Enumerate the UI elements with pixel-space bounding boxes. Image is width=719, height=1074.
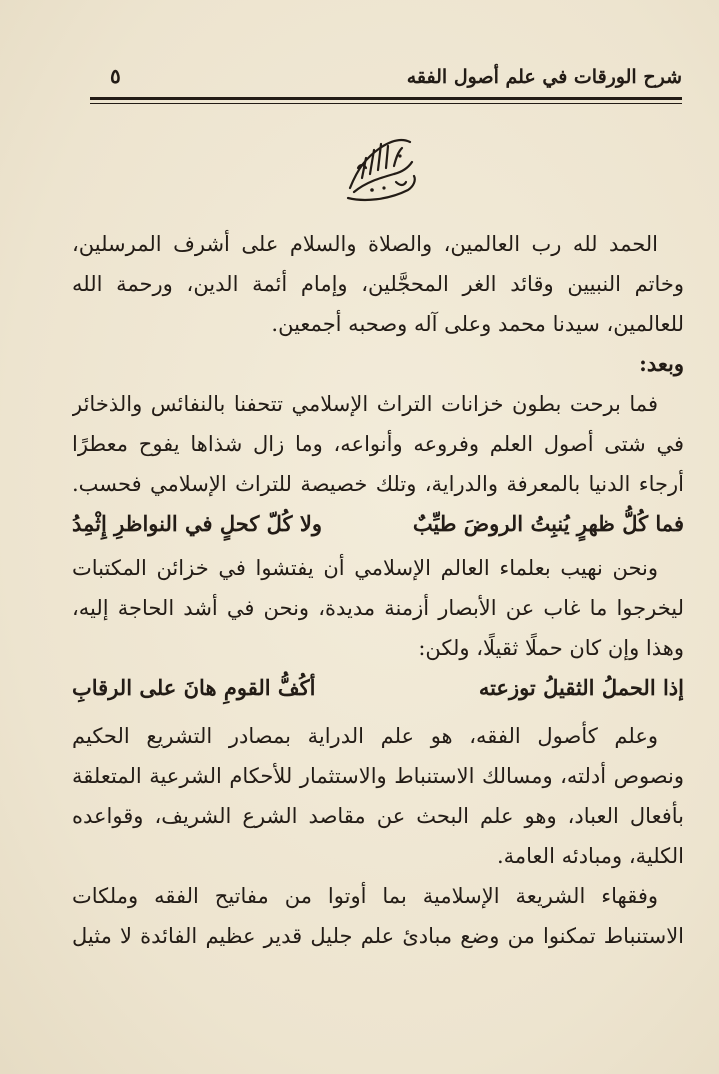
text-line: الحمد لله رب العالمين، والصلاة والسلام على أشرف المرسلين، <box>72 232 658 256</box>
text-line: وهذا وإن كان حملًا ثقيلًا، ولكن: <box>418 636 684 660</box>
text-line: وفقهاء الشريعة الإسلامية بما أوتوا من مفاتيح الفقه وملكات <box>72 884 658 908</box>
verse-line <box>72 504 684 544</box>
text-line: بأفعال العباد، وهو علم البحث عن مقاصد الشرع الشريف، وقواعده <box>72 804 684 828</box>
verse-hemistich-second: أكُفُّ القومِ هانَ على الرقابِ <box>72 675 316 700</box>
text-line: ونحن نهيب بعلماء العالم الإسلامي أن يفتشوا في خزائن المكتبات <box>72 556 658 580</box>
header-rule-thick <box>90 97 682 100</box>
running-title: شرح الورقات في علم أصول الفقه <box>406 66 682 88</box>
text-line: للعالمين، سيدنا محمد وعلى آله وصحبه أجمعين. <box>271 312 684 336</box>
verse-line <box>72 668 684 708</box>
section-heading: وبعد: <box>639 351 684 376</box>
text-line: ليخرجوا ما غاب عن الأبصار أزمنة مديدة، ونحن في أشد الحاجة إليه، <box>72 596 684 620</box>
header-rule-thin <box>90 103 682 104</box>
text-line: ونصوص أدلته، ومسالك الاستنباط والاستثمار للأحكام الشرعية المتعلقة <box>72 764 684 788</box>
text-line: الكلية، ومبادئه العامة. <box>496 844 684 868</box>
text-line: فما برحت بطون خزانات التراث الإسلامي تتحفنا بالنفائس والذخائر <box>72 392 658 416</box>
page-number: ٥ <box>110 64 121 88</box>
page-header <box>90 62 682 96</box>
text-line: أرجاء الدنيا بالمعرفة والدراية، وتلك خصيصة للتراث الإسلامي فحسب. <box>72 472 684 496</box>
text-line: الاستنباط تمكنوا من وضع مبادئ علم جليل قدير عظيم الفائدة لا مثيل <box>72 924 684 948</box>
text-line: وعلم كأصول الفقه، هو علم الدراية بمصادر التشريع الحكيم <box>72 724 658 748</box>
basmala-calligraphy-icon <box>336 128 424 206</box>
verse-hemistich-first: فما كُلُّ ظهرٍ يُنبِتُ الروضَ طيِّبٌ <box>412 511 684 536</box>
verse-hemistich-second: ولا كُلّ كحلٍ في النواظرِ إِثْمِدُ <box>72 511 322 536</box>
text-line: وخاتم النبيين وقائد الغر المحجَّلين، وإمام أئمة الدين، ورحمة الله <box>72 272 684 296</box>
text-line: في شتى أصول العلم وفروعه وأنواعه، وما زال شذاها يفوح معطرًا <box>72 432 684 456</box>
verse-hemistich-first: إذا الحملُ الثقيلُ توزعته <box>478 675 684 700</box>
